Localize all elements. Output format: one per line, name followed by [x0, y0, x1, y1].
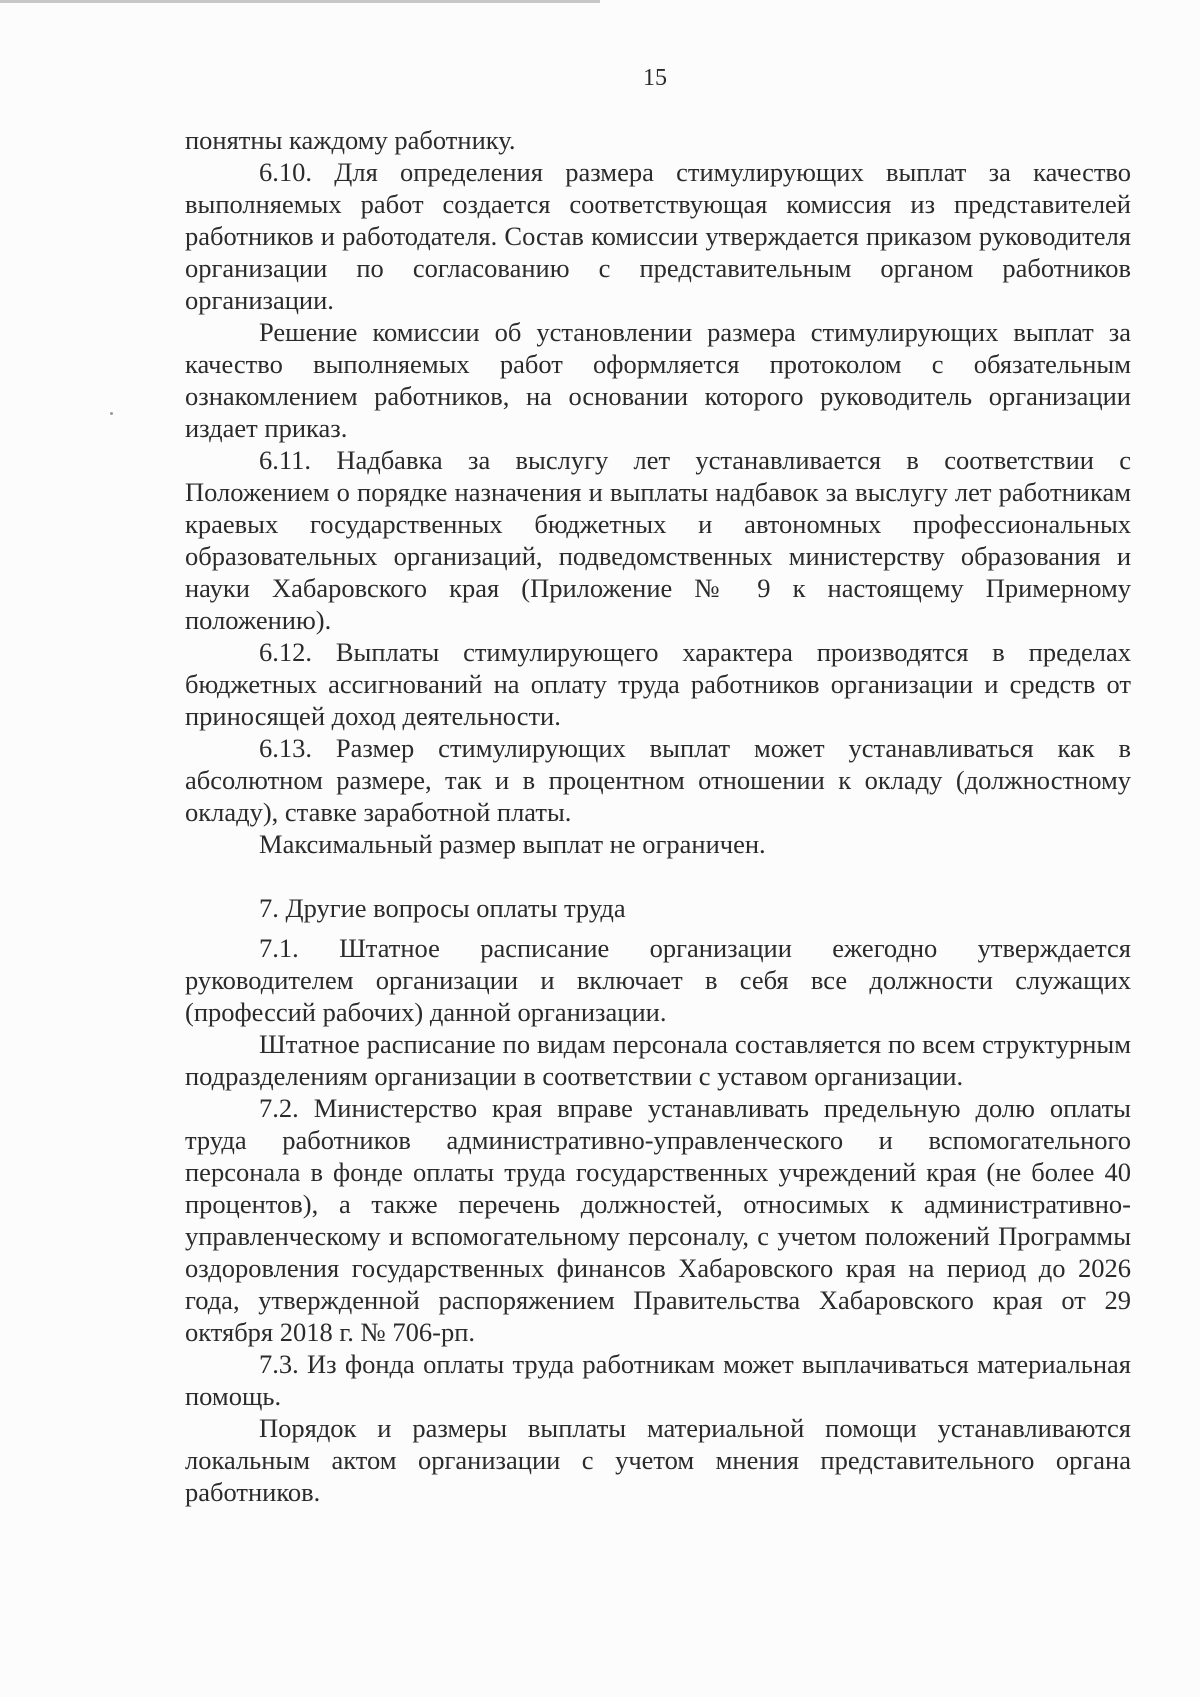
- paragraph: 7.1. Штатное расписание организации ежегодно утверждается руководителем организации и включает в себя все должности служащих (профессий рабочих) данной организации.: [185, 933, 1131, 1027]
- paragraph: 6.13. Размер стимулирующих выплат может устанавливаться как в абсолютном размере, так и в процентном отношении к окладу (должностному окладу), ставке заработной платы.: [185, 733, 1131, 827]
- section-heading: 7. Другие вопросы оплаты труда: [259, 893, 626, 923]
- document-body: [185, 124, 1131, 1508]
- paragraph: Порядок и размеры выплаты материальной помощи устанавливаются локальным актом организации с учетом мнения представительного органа работников.: [185, 1413, 1131, 1507]
- paragraph: Максимальный размер выплат не ограничен.: [259, 829, 766, 859]
- page-number: 15: [643, 65, 667, 91]
- paragraph: 6.11. Надбавка за выслугу лет устанавливается в соответствии с Положением о порядке назначения и выплаты надбавок за выслугу лет работникам краевых государственных бюджетных и автономных профессиональных образовательных организаций, подведомственных министерству образования и науки Хабаровского края (Приложение № 9 к настоящему Примерному положению).: [185, 445, 1131, 635]
- paragraph: 6.10. Для определения размера стимулирующих выплат за качество выполняемых работ создается соответствующая комиссия из представителей работников и работодателя. Состав комиссии утверждается приказом руководителя организации по согласованию с представительным органом работников организации.: [185, 157, 1131, 315]
- paragraph: 7.2. Министерство края вправе устанавливать предельную долю оплаты труда работников административно-управленческого и вспомогательного персонала в фонде оплаты труда государственных учреждений края (не более 40 процентов), а также перечень должностей, относимых к административно-управленческому и вспомогательному персоналу, с учетом положений Программы оздоровления государственных финансов Хабаровского края на период до 2026 года, утвержденной распоряжением Правительства Хабаровского края от 29 октября 2018 г. № 706-рп.: [185, 1093, 1131, 1347]
- scan-edge-line: [0, 0, 600, 3]
- paragraph: Решение комиссии об установлении размера стимулирующих выплат за качество выполняемых работ оформляется протоколом с обязательным ознакомлением работников, на основании которого руководитель организации издает приказ.: [185, 317, 1131, 443]
- paragraph: 7.3. Из фонда оплаты труда работникам может выплачиваться материальная помощь.: [185, 1349, 1131, 1411]
- paragraph: Штатное расписание по видам персонала составляется по всем структурным подразделениям организации в соответствии с уставом организации.: [185, 1029, 1131, 1091]
- scan-speck: [110, 412, 113, 415]
- paragraph: 6.12. Выплаты стимулирующего характера производятся в пределах бюджетных ассигнований на оплату труда работников организации и средств от приносящей доход деятельности.: [185, 637, 1131, 731]
- paragraph: понятны каждому работнику.: [185, 125, 516, 155]
